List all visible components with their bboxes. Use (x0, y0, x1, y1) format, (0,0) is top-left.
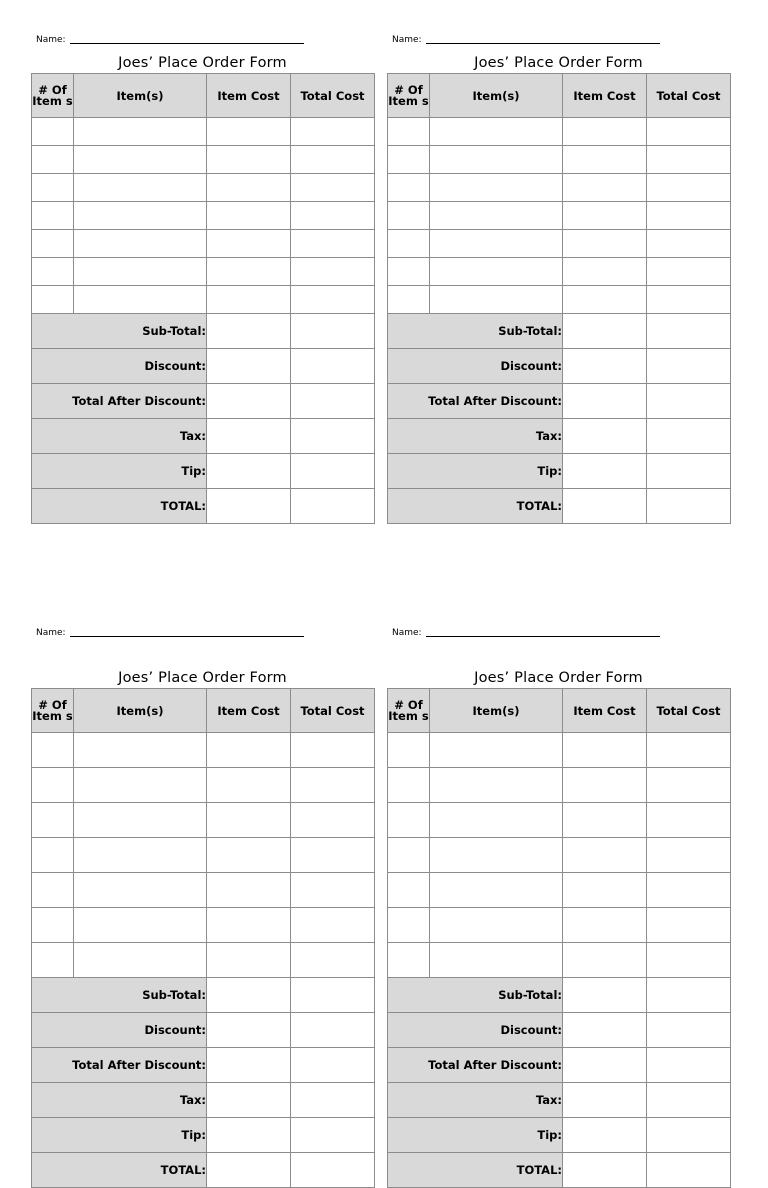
summary-item-cost-cell[interactable] (563, 314, 647, 349)
item-cost-cell[interactable] (563, 174, 647, 202)
summary-row (388, 1083, 731, 1118)
summary-label: Tip: (388, 454, 563, 489)
summary-label: Tip: (32, 1118, 207, 1153)
total-cost-header: Total Cost (291, 74, 375, 118)
item-cell[interactable] (430, 202, 563, 230)
item-row (32, 838, 375, 873)
summary-row (388, 1013, 731, 1048)
total-cost-cell[interactable] (291, 838, 375, 873)
item-cell[interactable] (430, 873, 563, 908)
summary-total-cost-cell[interactable] (291, 349, 375, 384)
item-cell[interactable] (430, 230, 563, 258)
item-cost-cell[interactable] (207, 733, 291, 768)
item-cell[interactable] (430, 908, 563, 943)
qty-header: # Of Item s (388, 74, 430, 118)
summary-row (388, 349, 731, 384)
item-cell[interactable] (74, 768, 207, 803)
total-cost-cell[interactable] (647, 803, 731, 838)
summary-label: Sub-Total: (32, 978, 207, 1013)
summary-total-cost-cell[interactable] (647, 1048, 731, 1083)
total-cost-cell[interactable] (647, 230, 731, 258)
qty-header: # Of Item s (32, 689, 74, 733)
item-cost-cell[interactable] (563, 943, 647, 978)
form-title: Joes’ Place Order Form (118, 670, 287, 686)
name-field[interactable] (70, 43, 304, 44)
item-cell[interactable] (430, 174, 563, 202)
summary-row (32, 1083, 375, 1118)
summary-item-cost-cell[interactable] (207, 454, 291, 489)
total-cost-header: Total Cost (647, 689, 731, 733)
summary-total-cost-cell[interactable] (647, 1118, 731, 1153)
total-cost-cell[interactable] (647, 908, 731, 943)
item-cell[interactable] (74, 873, 207, 908)
total-cost-header: Total Cost (647, 74, 731, 118)
qty-cell[interactable] (388, 258, 430, 286)
summary-label: Sub-Total: (388, 978, 563, 1013)
item-cell[interactable] (74, 174, 207, 202)
form-title: Joes’ Place Order Form (474, 55, 643, 71)
item-cost-cell[interactable] (207, 146, 291, 174)
total-cost-cell[interactable] (291, 258, 375, 286)
item-row (388, 733, 731, 768)
summary-item-cost-cell[interactable] (563, 419, 647, 454)
qty-cell[interactable] (388, 873, 430, 908)
name-line (392, 35, 660, 45)
summary-total-cost-cell[interactable] (291, 1118, 375, 1153)
item-row (388, 118, 731, 146)
qty-cell[interactable] (388, 733, 430, 768)
item-row (32, 174, 375, 202)
summary-item-cost-cell[interactable] (207, 1083, 291, 1118)
total-cost-cell[interactable] (647, 258, 731, 286)
summary-item-cost-cell[interactable] (207, 978, 291, 1013)
summary-item-cost-cell[interactable] (207, 1118, 291, 1153)
summary-item-cost-cell[interactable] (207, 314, 291, 349)
summary-item-cost-cell[interactable] (207, 384, 291, 419)
table-header-row (388, 689, 731, 733)
qty-cell[interactable] (388, 174, 430, 202)
item-cost-cell[interactable] (207, 873, 291, 908)
qty-header: # Of Item s (32, 74, 74, 118)
qty-cell[interactable] (388, 146, 430, 174)
qty-cell[interactable] (388, 943, 430, 978)
item-row (388, 202, 731, 230)
summary-label: Discount: (32, 1013, 207, 1048)
summary-total-cost-cell[interactable] (291, 1013, 375, 1048)
total-cost-cell[interactable] (647, 118, 731, 146)
item-cost-cell[interactable] (563, 733, 647, 768)
summary-item-cost-cell[interactable] (207, 1048, 291, 1083)
item-row (388, 768, 731, 803)
total-cost-cell[interactable] (291, 733, 375, 768)
summary-item-cost-cell[interactable] (563, 1118, 647, 1153)
qty-cell[interactable] (388, 768, 430, 803)
summary-item-cost-cell[interactable] (563, 454, 647, 489)
summary-label: Tax: (32, 419, 207, 454)
total-cost-header: Total Cost (291, 689, 375, 733)
item-cell[interactable] (74, 838, 207, 873)
summary-row (32, 1048, 375, 1083)
summary-label: TOTAL: (32, 489, 207, 524)
order-table (387, 73, 731, 524)
summary-total-cost-cell[interactable] (647, 1083, 731, 1118)
total-cost-cell[interactable] (291, 174, 375, 202)
item-cost-cell[interactable] (207, 908, 291, 943)
item-row (32, 118, 375, 146)
summary-label: Sub-Total: (32, 314, 207, 349)
item-cost-cell[interactable] (563, 146, 647, 174)
summary-label: Tax: (32, 1083, 207, 1118)
summary-total-cost-cell[interactable] (647, 349, 731, 384)
total-cost-cell[interactable] (647, 838, 731, 873)
item-cost-cell[interactable] (563, 202, 647, 230)
items-header: Item(s) (74, 689, 207, 733)
item-row (32, 202, 375, 230)
summary-label: Total After Discount: (32, 1048, 207, 1083)
summary-total-cost-cell[interactable] (647, 978, 731, 1013)
item-cell[interactable] (74, 286, 207, 314)
summary-label: Discount: (388, 1013, 563, 1048)
item-cell[interactable] (430, 943, 563, 978)
summary-row (388, 314, 731, 349)
summary-item-cost-cell[interactable] (563, 384, 647, 419)
item-cost-header: Item Cost (563, 74, 647, 118)
total-cost-cell[interactable] (291, 943, 375, 978)
total-cost-cell[interactable] (647, 768, 731, 803)
item-cost-cell[interactable] (563, 873, 647, 908)
summary-row (32, 454, 375, 489)
qty-cell[interactable] (32, 733, 74, 768)
qty-cell[interactable] (32, 838, 74, 873)
summary-row (388, 978, 731, 1013)
summary-row (388, 454, 731, 489)
item-row (32, 286, 375, 314)
item-cost-cell[interactable] (207, 202, 291, 230)
item-cost-cell[interactable] (563, 118, 647, 146)
summary-row (32, 349, 375, 384)
item-row (32, 733, 375, 768)
total-cost-cell[interactable] (647, 943, 731, 978)
item-row (388, 286, 731, 314)
name-line (36, 628, 304, 638)
summary-label: TOTAL: (388, 1153, 563, 1188)
summary-total-cost-cell[interactable] (291, 1048, 375, 1083)
item-cell[interactable] (430, 733, 563, 768)
qty-cell[interactable] (32, 230, 74, 258)
item-row (388, 146, 731, 174)
summary-row (388, 419, 731, 454)
item-cost-cell[interactable] (563, 838, 647, 873)
item-row (388, 943, 731, 978)
summary-total-cost-cell[interactable] (291, 1153, 375, 1188)
summary-label: TOTAL: (32, 1153, 207, 1188)
item-cell[interactable] (74, 803, 207, 838)
total-cost-cell[interactable] (647, 146, 731, 174)
summary-row (32, 1013, 375, 1048)
summary-total-cost-cell[interactable] (291, 384, 375, 419)
item-cost-cell[interactable] (563, 803, 647, 838)
table-header-row (388, 74, 731, 118)
name-field[interactable] (426, 43, 660, 44)
summary-label: Tax: (388, 1083, 563, 1118)
item-cost-cell[interactable] (563, 230, 647, 258)
items-header: Item(s) (430, 74, 563, 118)
summary-total-cost-cell[interactable] (647, 1013, 731, 1048)
total-cost-cell[interactable] (647, 286, 731, 314)
item-cost-cell[interactable] (563, 768, 647, 803)
item-cell[interactable] (430, 118, 563, 146)
item-cell[interactable] (430, 768, 563, 803)
total-cost-cell[interactable] (647, 174, 731, 202)
qty-cell[interactable] (388, 908, 430, 943)
item-cell[interactable] (430, 286, 563, 314)
summary-item-cost-cell[interactable] (563, 1153, 647, 1188)
item-cost-header: Item Cost (563, 689, 647, 733)
qty-cell[interactable] (32, 803, 74, 838)
name-label: Name: (36, 628, 66, 638)
item-cost-cell[interactable] (207, 768, 291, 803)
item-cost-header: Item Cost (207, 74, 291, 118)
item-row (388, 258, 731, 286)
summary-label: TOTAL: (388, 489, 563, 524)
qty-cell[interactable] (388, 838, 430, 873)
qty-cell[interactable] (32, 118, 74, 146)
name-label: Name: (392, 35, 422, 45)
item-row (388, 803, 731, 838)
item-cell[interactable] (430, 258, 563, 286)
item-row (388, 838, 731, 873)
summary-total-cost-cell[interactable] (291, 314, 375, 349)
summary-item-cost-cell[interactable] (207, 489, 291, 524)
qty-cell[interactable] (32, 768, 74, 803)
summary-total-cost-cell[interactable] (291, 419, 375, 454)
item-row (388, 230, 731, 258)
form-title: Joes’ Place Order Form (118, 55, 287, 71)
item-cell[interactable] (74, 146, 207, 174)
total-cost-cell[interactable] (291, 803, 375, 838)
summary-total-cost-cell[interactable] (291, 1083, 375, 1118)
summary-total-cost-cell[interactable] (647, 384, 731, 419)
summary-label: Discount: (388, 349, 563, 384)
summary-total-cost-cell[interactable] (647, 454, 731, 489)
item-row (32, 908, 375, 943)
summary-label: Total After Discount: (32, 384, 207, 419)
item-cost-cell[interactable] (207, 803, 291, 838)
qty-cell[interactable] (32, 943, 74, 978)
item-cost-cell[interactable] (207, 118, 291, 146)
summary-item-cost-cell[interactable] (207, 349, 291, 384)
summary-row (32, 1153, 375, 1188)
summary-label: Tax: (388, 419, 563, 454)
total-cost-cell[interactable] (291, 286, 375, 314)
qty-cell[interactable] (32, 286, 74, 314)
table-header-row (32, 689, 375, 733)
summary-total-cost-cell[interactable] (647, 314, 731, 349)
summary-item-cost-cell[interactable] (207, 419, 291, 454)
table-header-row (32, 74, 375, 118)
item-row (388, 174, 731, 202)
item-row (32, 803, 375, 838)
summary-row (32, 978, 375, 1013)
qty-cell[interactable] (388, 286, 430, 314)
item-cell[interactable] (430, 803, 563, 838)
summary-total-cost-cell[interactable] (291, 454, 375, 489)
item-cost-cell[interactable] (207, 943, 291, 978)
qty-header: # Of Item s (388, 689, 430, 733)
summary-label: Discount: (32, 349, 207, 384)
name-label: Name: (392, 628, 422, 638)
item-row (388, 908, 731, 943)
qty-cell[interactable] (32, 146, 74, 174)
summary-row (388, 384, 731, 419)
item-cell[interactable] (74, 202, 207, 230)
summary-row (388, 1153, 731, 1188)
summary-label: Total After Discount: (388, 384, 563, 419)
summary-item-cost-cell[interactable] (563, 349, 647, 384)
summary-item-cost-cell[interactable] (207, 1153, 291, 1188)
summary-row (32, 419, 375, 454)
order-table (31, 73, 375, 524)
summary-total-cost-cell[interactable] (291, 978, 375, 1013)
name-line (36, 35, 304, 45)
summary-label: Sub-Total: (388, 314, 563, 349)
summary-item-cost-cell[interactable] (563, 1013, 647, 1048)
items-header: Item(s) (430, 689, 563, 733)
total-cost-cell[interactable] (291, 908, 375, 943)
qty-cell[interactable] (388, 230, 430, 258)
name-field[interactable] (426, 636, 660, 637)
summary-row (32, 314, 375, 349)
item-row (32, 146, 375, 174)
item-cost-cell[interactable] (563, 908, 647, 943)
item-cell[interactable] (74, 733, 207, 768)
total-cost-cell[interactable] (647, 873, 731, 908)
summary-row (388, 1118, 731, 1153)
qty-cell[interactable] (32, 174, 74, 202)
qty-cell[interactable] (388, 118, 430, 146)
qty-cell[interactable] (32, 908, 74, 943)
total-cost-cell[interactable] (647, 202, 731, 230)
item-row (32, 943, 375, 978)
qty-cell[interactable] (388, 803, 430, 838)
summary-item-cost-cell[interactable] (563, 1048, 647, 1083)
total-cost-cell[interactable] (291, 230, 375, 258)
item-cost-cell[interactable] (207, 838, 291, 873)
item-cell[interactable] (74, 258, 207, 286)
summary-row (388, 489, 731, 524)
item-cell[interactable] (74, 908, 207, 943)
summary-total-cost-cell[interactable] (647, 489, 731, 524)
summary-item-cost-cell[interactable] (563, 1083, 647, 1118)
qty-cell[interactable] (388, 202, 430, 230)
summary-row (32, 1118, 375, 1153)
item-cell[interactable] (430, 838, 563, 873)
total-cost-cell[interactable] (291, 118, 375, 146)
item-cell[interactable] (74, 118, 207, 146)
item-cost-cell[interactable] (207, 174, 291, 202)
order-table (387, 688, 731, 1188)
summary-row (32, 489, 375, 524)
form-title: Joes’ Place Order Form (474, 670, 643, 686)
item-cell[interactable] (74, 230, 207, 258)
summary-total-cost-cell[interactable] (647, 419, 731, 454)
summary-label: Total After Discount: (388, 1048, 563, 1083)
summary-total-cost-cell[interactable] (647, 1153, 731, 1188)
item-cost-cell[interactable] (207, 258, 291, 286)
summary-label: Tip: (388, 1118, 563, 1153)
total-cost-cell[interactable] (291, 768, 375, 803)
item-cell[interactable] (74, 943, 207, 978)
summary-item-cost-cell[interactable] (563, 978, 647, 1013)
name-label: Name: (36, 35, 66, 45)
total-cost-cell[interactable] (291, 146, 375, 174)
item-row (32, 230, 375, 258)
item-cost-header: Item Cost (207, 689, 291, 733)
total-cost-cell[interactable] (291, 202, 375, 230)
item-row (32, 873, 375, 908)
qty-cell[interactable] (32, 202, 74, 230)
items-header: Item(s) (74, 74, 207, 118)
summary-item-cost-cell[interactable] (563, 489, 647, 524)
summary-total-cost-cell[interactable] (291, 489, 375, 524)
summary-row (388, 1048, 731, 1083)
name-field[interactable] (70, 636, 304, 637)
item-cost-cell[interactable] (563, 258, 647, 286)
item-row (32, 768, 375, 803)
name-line (392, 628, 660, 638)
order-table (31, 688, 375, 1188)
total-cost-cell[interactable] (647, 733, 731, 768)
item-cost-cell[interactable] (207, 286, 291, 314)
qty-cell[interactable] (32, 258, 74, 286)
summary-item-cost-cell[interactable] (207, 1013, 291, 1048)
item-row (388, 873, 731, 908)
summary-row (32, 384, 375, 419)
summary-label: Tip: (32, 454, 207, 489)
item-cost-cell[interactable] (563, 286, 647, 314)
item-cell[interactable] (430, 146, 563, 174)
total-cost-cell[interactable] (291, 873, 375, 908)
item-cost-cell[interactable] (207, 230, 291, 258)
item-row (32, 258, 375, 286)
qty-cell[interactable] (32, 873, 74, 908)
